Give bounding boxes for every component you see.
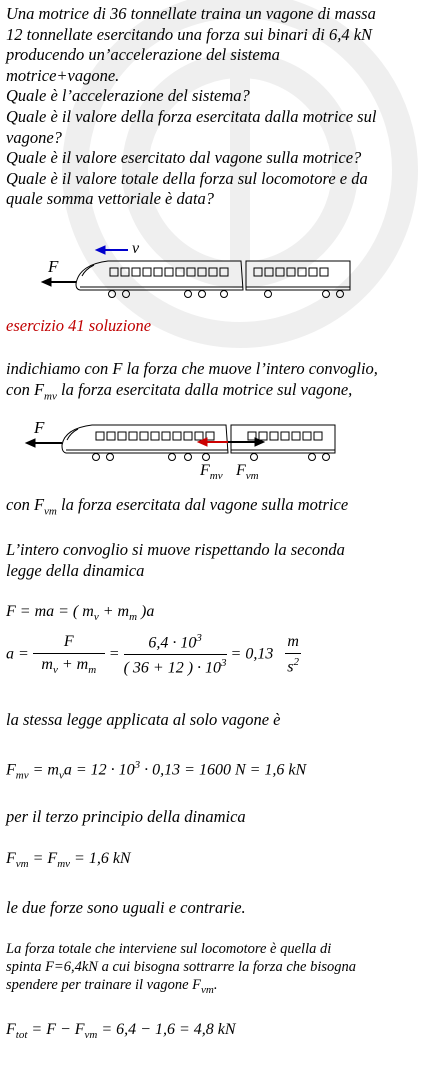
fvm-definition: con $F_{vm}$ la forza esercitata dal vagone sulla motrice — [6, 495, 349, 518]
force-arrow-Fvm — [228, 438, 264, 446]
problem-line: Quale è il valore esercitato dal vagone sulla motrice? — [6, 148, 362, 168]
solution-title: esercizio 41 soluzione — [6, 316, 152, 335]
equation-newton: F = ma = ( $m_v + m_m$ )a — [6, 603, 155, 624]
equation-Ftot: $F_{tot} = F - F_{vm} = 6,4 - 1,6 = 4,8$ kN — [6, 1021, 236, 1042]
train-figure-1 — [36, 238, 366, 302]
equation-Fvm: $F_{vm} = F_{mv} = 1,6$ kN — [6, 850, 131, 871]
force-label-F: F — [48, 257, 59, 276]
intro-line-1: indichiamo con F la forza che muove l’intero convoglio, — [6, 359, 378, 378]
intro-line-2: con $F_{mv}$ la forza esercitata dalla motrice sul vagone, — [6, 379, 353, 402]
vagone-law-text: la stessa legge applicata al solo vagone è — [6, 710, 281, 729]
problem-line: quale somma vettoriale è data? — [6, 189, 215, 209]
wagon — [246, 261, 350, 290]
problem-line: Quale è il valore totale della forza sul locomotore e da — [6, 168, 368, 188]
force-label-F: F — [34, 418, 45, 437]
fraction-numeric: $\frac{6,4 \cdot 10^3}{( 36 + 12 ) \cdot 10^3}$ — [123, 632, 227, 677]
wheels — [109, 291, 344, 298]
force-arrow-F — [42, 278, 76, 286]
force-arrow-F — [26, 439, 62, 447]
wheels — [93, 454, 330, 461]
force-label-Fmv: $F_{mv}$ — [200, 462, 223, 482]
train-figure-2 — [20, 415, 350, 483]
equal-opposite-text: le due forze sono uguali e contrarie. — [6, 898, 246, 917]
problem-line: 12 tonnellate esercitando una forza sui binari di 6,4 kN — [6, 24, 373, 44]
second-law-text: L’intero convoglio si muove rispettando la seconda legge della dinamica — [6, 540, 345, 580]
problem-line: Quale è l’accelerazione del sistema? — [6, 86, 250, 106]
equation-acceleration: a = $\frac{F}{m_v + m_m}$ = $\frac{6,4 \cdot 10^3}{( 36 + 12 ) \cdot 10^3}$ = 0,13 $\frac{m}{s^2}$ — [6, 632, 299, 677]
locomotive-windows — [96, 432, 214, 440]
problem-line: producendo un’accelerazione del sistema — [6, 45, 280, 65]
locomotive-windows — [110, 268, 228, 276]
equation-Fmv: $F_{mv} = m_va = 12 \cdot 10^3 \cdot 0,13 = 1600$ N = 1,6 kN — [6, 759, 307, 782]
fraction-unit: $\frac{m}{s^2}$ — [287, 633, 299, 676]
wagon — [231, 425, 335, 453]
problem-text — [6, 4, 442, 210]
problem-line: vagone? — [6, 127, 62, 147]
third-law-text: per il terzo principio della dinamica — [6, 807, 246, 826]
intro-text — [6, 359, 442, 406]
velocity-arrow — [96, 246, 128, 254]
fraction-F-over-mass: $\frac{F}{m_v + m_m}$ — [33, 633, 105, 676]
problem-line: Quale è il valore della forza esercitata dalla motrice sul — [6, 106, 377, 126]
velocity-label-v: v — [132, 240, 140, 257]
problem-line: motrice+vagone. — [6, 65, 120, 85]
total-force-text: La forza totale che interviene sul locomotore è quella di spinta F=6,4kN a cui bisogna sottrarre la forza che bisogna spendere per trainare il vagone $F_{vm}$. — [6, 941, 356, 996]
force-label-Fvm: $F_{vm}$ — [236, 462, 259, 482]
problem-line: Una motrice di 36 tonnellate traina un vagone di massa — [6, 4, 376, 23]
